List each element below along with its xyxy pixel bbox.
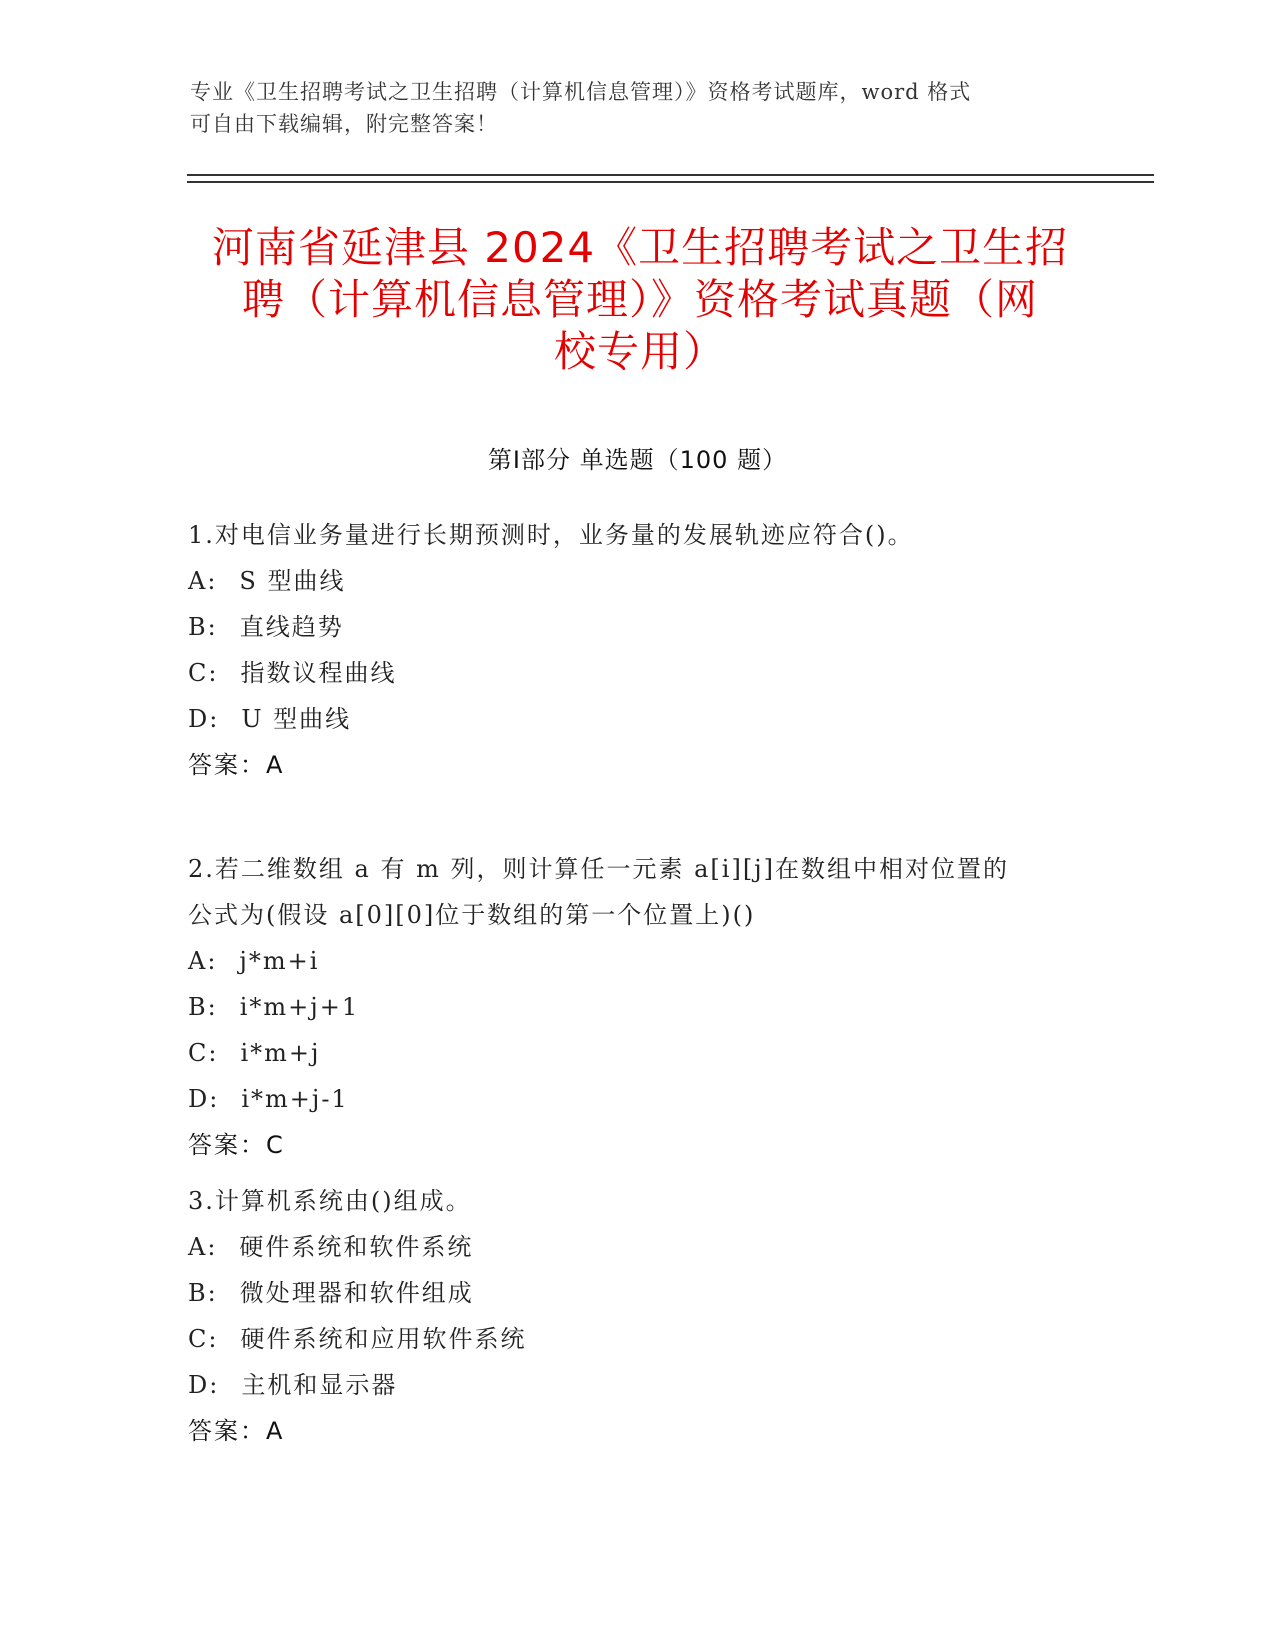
header-note-line: 专业《卫生招聘考试之卫生招聘（计算机信息管理）》资格考试题库，word 格式 — [190, 80, 972, 104]
header-note — [190, 76, 1090, 140]
document-title-line: 校专用） — [553, 327, 726, 376]
question-stem: 公式为(假设 a[0][0]位于数组的第一个位置上)() — [188, 901, 756, 929]
option-b — [188, 604, 1088, 650]
option-text: 直线趋势 — [239, 613, 344, 641]
option-c — [188, 650, 1088, 696]
option-text: i*m+j — [240, 1039, 321, 1067]
option-a — [188, 558, 1088, 604]
option-b — [188, 984, 1088, 1030]
option-text: U 型曲线 — [241, 705, 352, 733]
option-text: j*m+i — [239, 947, 320, 975]
question-1 — [188, 512, 1088, 788]
header-note-line: 可自由下载编辑，附完整答案！ — [190, 112, 498, 136]
option-a — [188, 938, 1088, 984]
question-3 — [188, 1178, 1088, 1454]
answer-line: 答案：C — [188, 1131, 285, 1159]
question-2 — [188, 846, 1088, 1168]
option-label: A: — [188, 1233, 218, 1261]
option-a — [188, 1224, 1088, 1270]
option-label: B: — [188, 613, 218, 641]
option-label: C: — [188, 1039, 219, 1067]
option-label: D: — [188, 1371, 220, 1399]
option-label: D: — [188, 705, 220, 733]
question-stem: 3.计算机系统由()组成。 — [188, 1187, 472, 1215]
option-text: 主机和显示器 — [241, 1371, 398, 1399]
option-text: 硬件系统和应用软件系统 — [240, 1325, 527, 1353]
question-stem: 2.若二维数组 a 有 m 列，则计算任一元素 a[i][j]在数组中相对位置的 — [188, 855, 1009, 883]
option-label: B: — [188, 1279, 218, 1307]
option-b — [188, 1270, 1088, 1316]
option-text: 指数议程曲线 — [240, 659, 397, 687]
option-text: i*m+j+1 — [239, 993, 360, 1021]
document-title-line: 聘（计算机信息管理）》资格考试真题（网 — [241, 275, 1038, 324]
option-label: A: — [188, 947, 218, 975]
option-text: i*m+j-1 — [241, 1085, 349, 1113]
option-d — [188, 696, 1088, 742]
option-label: A: — [188, 567, 218, 595]
answer-line: 答案：A — [188, 1417, 285, 1445]
document-title-line: 河南省延津县 2024《卫生招聘考试之卫生招 — [211, 223, 1069, 272]
answer-line: 答案：A — [188, 751, 285, 779]
option-text: S 型曲线 — [239, 567, 346, 595]
option-c — [188, 1316, 1088, 1362]
question-stem: 1.对电信业务量进行长期预测时，业务量的发展轨迹应符合()。 — [188, 521, 914, 549]
option-d — [188, 1076, 1088, 1122]
header-divider — [187, 174, 1154, 176]
option-text: 微处理器和软件组成 — [239, 1279, 474, 1307]
option-label: D: — [188, 1085, 220, 1113]
option-c — [188, 1030, 1088, 1076]
option-label: C: — [188, 1325, 219, 1353]
header-divider — [187, 181, 1154, 183]
document-title — [160, 222, 1120, 378]
option-text: 硬件系统和软件系统 — [239, 1233, 474, 1261]
option-d — [188, 1362, 1088, 1408]
section-title: 第Ⅰ部分 单选题（100 题） — [487, 446, 788, 474]
option-label: B: — [188, 993, 218, 1021]
option-label: C: — [188, 659, 219, 687]
